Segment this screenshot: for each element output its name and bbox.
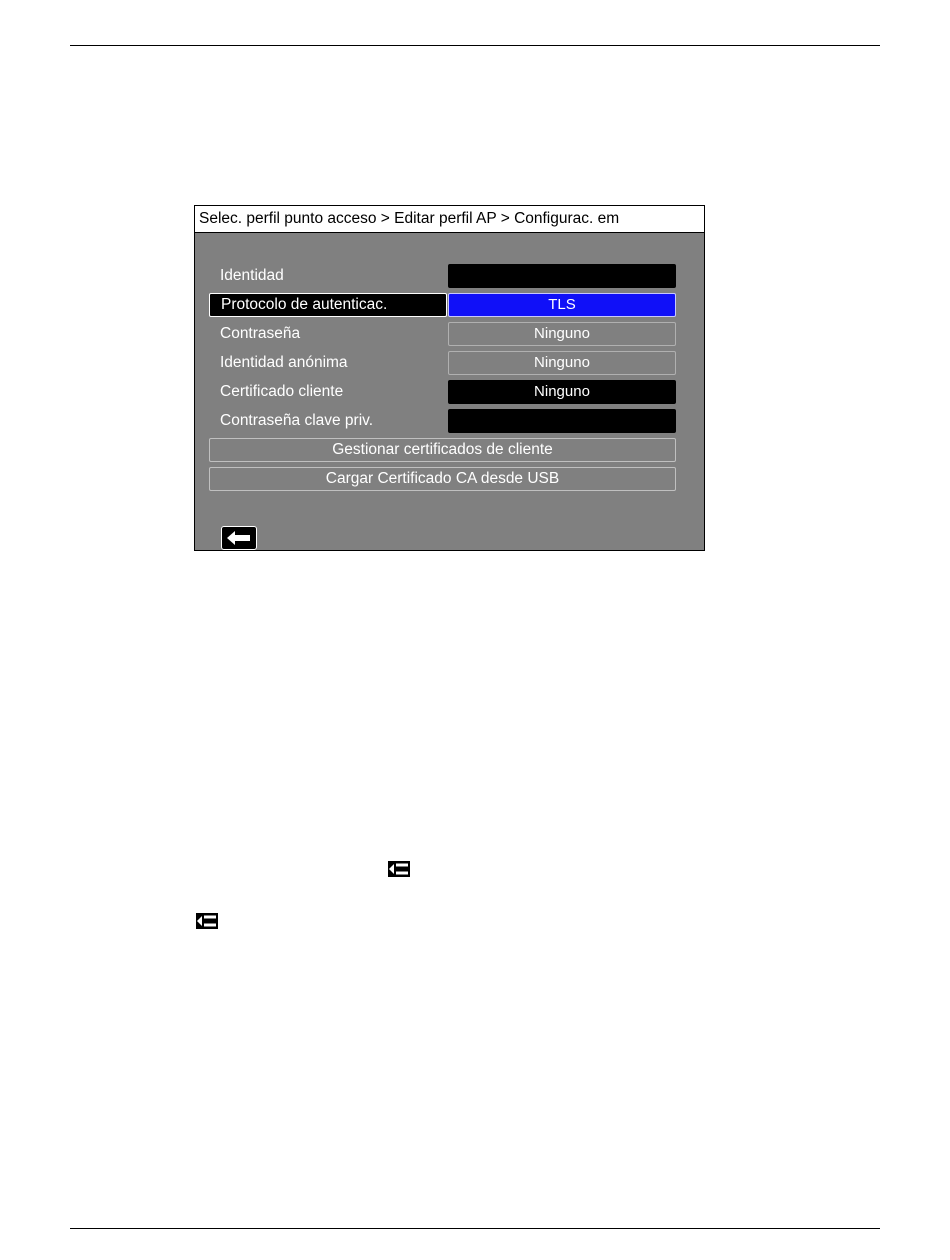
identidad-value[interactable] — [448, 264, 676, 288]
protocolo-value[interactable]: TLS — [448, 293, 676, 317]
field-contrasena[interactable] — [209, 322, 676, 346]
page-bottom-rule — [70, 1228, 880, 1229]
field-label: Contraseña clave priv. — [220, 412, 374, 429]
identidad-anonima-value[interactable]: Ninguno — [448, 351, 676, 375]
field-protocolo-autenticacion[interactable] — [209, 293, 676, 317]
load-ca-cert-usb-button[interactable]: Cargar Certificado CA desde USB — [209, 467, 676, 491]
field-certificado-cliente[interactable] — [209, 380, 676, 404]
left-arrow-icon — [227, 531, 251, 545]
field-contrasena-clave-priv[interactable] — [209, 409, 676, 433]
breadcrumb: Selec. perfil punto acceso > Editar perfil AP > Configurac. em — [195, 206, 704, 233]
field-label: Contraseña — [220, 325, 301, 342]
field-label: Protocolo de autenticac. — [209, 293, 447, 317]
certificado-cliente-value[interactable]: Ninguno — [448, 380, 676, 404]
menu-icon — [388, 861, 410, 877]
device-screen — [194, 205, 705, 551]
contrasena-value[interactable]: Ninguno — [448, 322, 676, 346]
field-identidad-anonima[interactable] — [209, 351, 676, 375]
contrasena-clave-priv-value[interactable] — [448, 409, 676, 433]
menu-icon — [196, 913, 218, 929]
manage-client-certs-button[interactable]: Gestionar certificados de cliente — [209, 438, 676, 462]
back-button[interactable] — [221, 526, 257, 550]
field-label: Certificado cliente — [220, 383, 344, 400]
field-label: Identidad — [220, 267, 284, 284]
field-identidad[interactable] — [209, 264, 676, 288]
page-top-rule — [70, 45, 880, 46]
field-label: Identidad anónima — [220, 354, 348, 371]
